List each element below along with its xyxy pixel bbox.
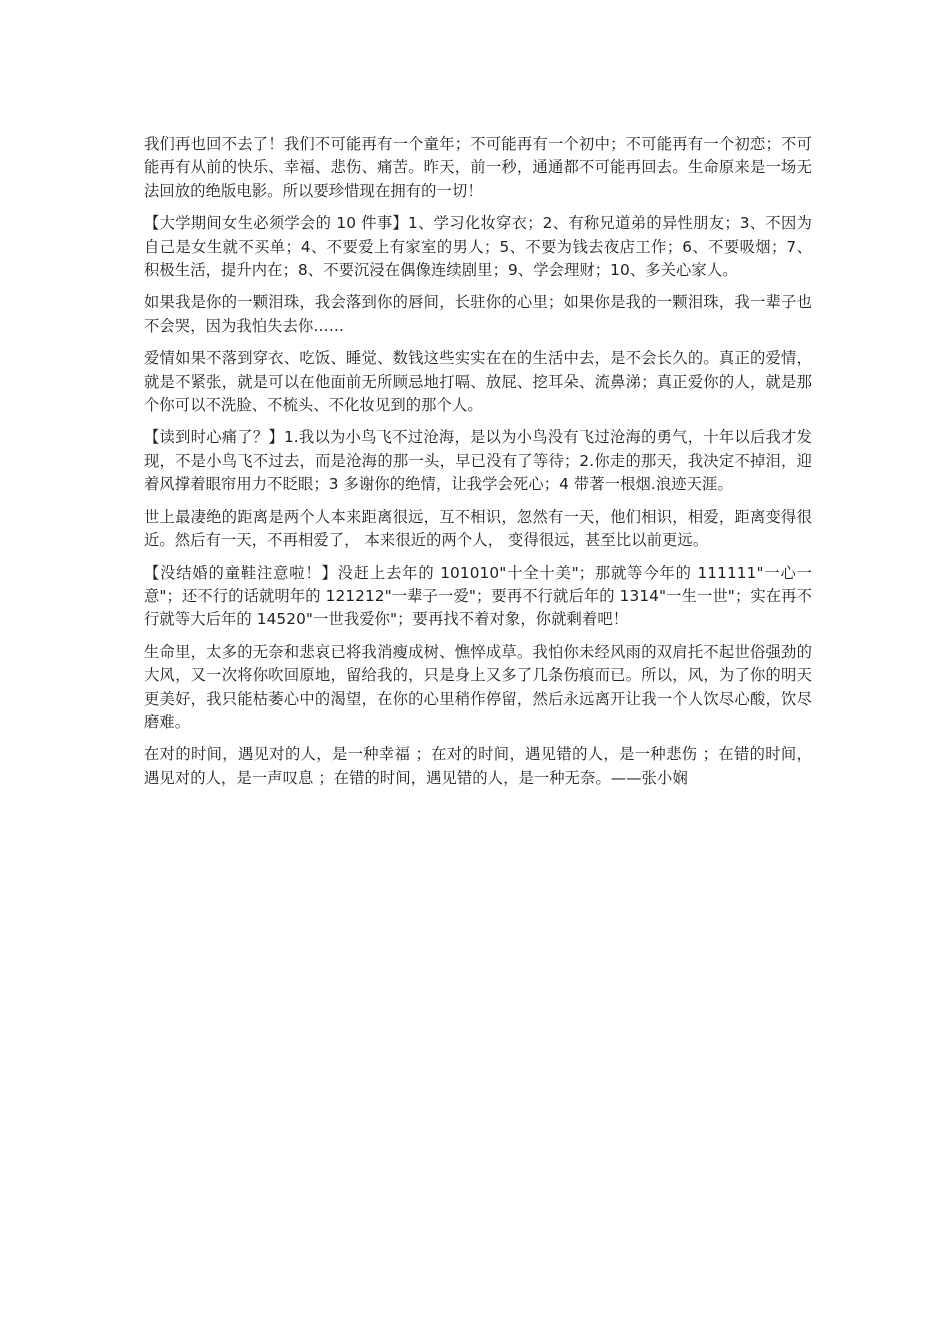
paragraph: 在对的时间，遇见对的人，是一种幸福 ；在对的时间，遇见错的人，是一种悲伤 ；在错的时间，遇见对的人，是一声叹息 ；在错的时间，遇见错的人，是一种无奈。——张小娴 — [144, 745, 812, 787]
document-body — [144, 133, 812, 799]
paragraph: 【大学期间女生必须学会的 10 件事】1、学习化妆穿衣；2、有称兄道弟的异性朋友；3、不因为自己是女生就不买单；4、不要爱上有家室的男人；5、不要为钱去夜店工作；6、不要吸烟；7、积极生活，提升内在；8、不要沉浸在偶像连续剧里；9、学会理财；10、多关心家人。 — [144, 214, 812, 280]
paragraph: 如果我是你的一颗泪珠，我会落到你的唇间，长驻你的心里；如果你是我的一颗泪珠，我一辈子也不会哭，因为我怕失去你…… — [144, 293, 812, 335]
paragraph: 【读到时心痛了？】1.我以为小鸟飞不过沧海，是以为小鸟没有飞过沧海的勇气，十年以后我才发现，不是小鸟飞不过去，而是沧海的那一头，早已没有了等待；2.你走的那天，我决定不掉泪，迎着风撑着眼帘用力不眨眼；3 多谢你的绝情，让我学会死心；4 带著一根烟.浪迹天涯。 — [144, 428, 812, 494]
paragraph: 世上最凄绝的距离是两个人本来距离很远，互不相识，忽然有一天，他们相识，相爱，距离变得很近。然后有一天，不再相爱了， 本来很近的两个人， 变得很远，甚至比以前更远。 — [144, 507, 812, 550]
paragraph: 生命里，太多的无奈和悲哀已将我消瘦成树、憔悴成草。我怕你未经风雨的双肩托不起世俗强劲的大风，又一次将你吹回原地，留给我的，只是身上又多了几条伤痕而已。所以，风，为了你的明天更美好，我只能枯萎心中的渴望，在你的心里稍作停留，然后永远离开让我一个人饮尽心酸，饮尽磨难。 — [144, 642, 812, 731]
paragraph: 我们再也回不去了！我们不可能再有一个童年；不可能再有一个初中；不可能再有一个初恋；不可能再有从前的快乐、幸福、悲伤、痛苦。昨天，前一秒，通通都不可能再回去。生命原来是一场无法回放的绝版电影。所以要珍惜现在拥有的一切！ — [144, 135, 812, 200]
paragraph: 爱情如果不落到穿衣、吃饭、睡觉、数钱这些实实在在的生活中去，是不会长久的。真正的爱情，就是不紧张，就是可以在他面前无所顾忌地打嗝、放屁、挖耳朵、流鼻涕；真正爱你的人，就是那个你可以不洗脸、不梳头、不化妆见到的那个人。 — [144, 349, 812, 415]
paragraph: 【没结婚的童鞋注意啦！】没赶上去年的 101010"十全十美"；那就等今年的 111111"一心一意"；还不行的话就明年的 121212"一辈子一爱"；要再不行就后年的 1314"一生一世"；实在再不行就等大后年的 14520"一世我爱你"；要再找不着对象，你就剩着吧！ — [144, 563, 812, 629]
